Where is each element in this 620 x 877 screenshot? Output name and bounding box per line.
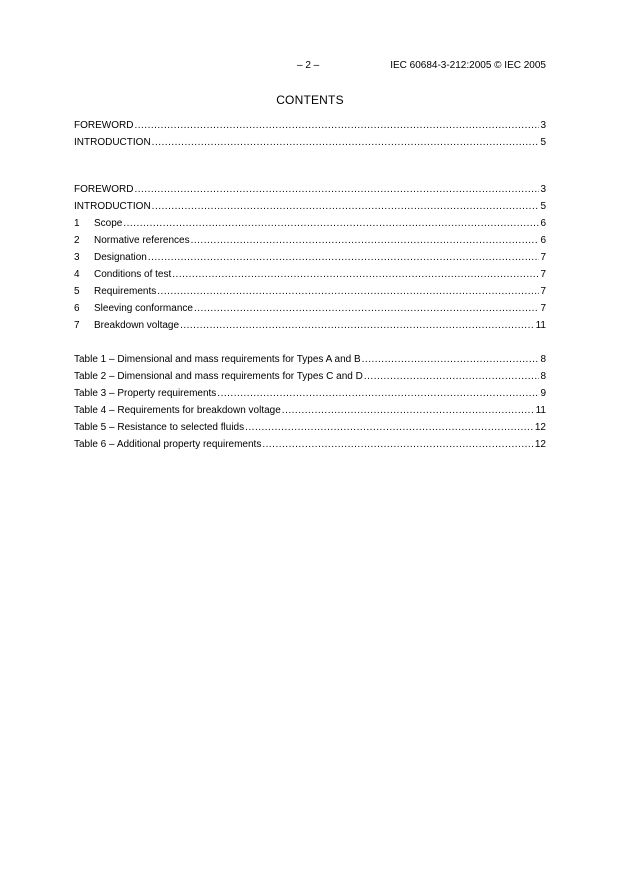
toc-leader-dots [123,215,539,232]
toc-entry-label: Table 2 – Dimensional and mass requirements for Types C and D [74,371,363,382]
toc-group-clauses [74,181,546,334]
toc-entry-number: 2 [74,235,80,246]
toc-entry[interactable] [74,117,546,134]
toc-entry-label: INTRODUCTION [74,137,151,148]
toc-entry-label: Table 1 – Dimensional and mass requirements for Types A and B [74,354,361,365]
toc-entry[interactable] [74,198,546,215]
toc-leader-dots [364,368,540,385]
toc-leader-dots [152,134,540,151]
toc-table-entry[interactable] [74,436,546,453]
toc-leader-dots [152,198,540,215]
toc-entry-number: 1 [74,218,80,229]
toc-entry-label: Table 6 – Additional property requirements [74,439,262,450]
toc-entry[interactable] [74,232,546,249]
toc-entry-label: INTRODUCTION [74,201,151,212]
toc-entry-label: Breakdown voltage [94,320,180,331]
toc-entry-page: 11 [535,405,546,416]
toc-leader-dots [134,181,539,198]
toc-leader-dots [157,283,539,300]
toc-entry[interactable] [74,215,546,232]
toc-table-entry[interactable] [74,351,546,368]
toc-table-entry[interactable] [74,402,546,419]
toc-entry-label: Table 4 – Requirements for breakdown voltage [74,405,281,416]
toc-leader-dots [217,385,539,402]
toc-entry-page: 6 [540,218,546,229]
toc-leader-dots [282,402,535,419]
toc-entry[interactable] [74,317,546,334]
toc-entry[interactable] [74,134,546,151]
toc-entry-page: 7 [540,286,546,297]
toc-entry[interactable] [74,181,546,198]
toc-entry-page: 6 [540,235,546,246]
toc-leader-dots [180,317,535,334]
toc-entry-label: FOREWORD [74,184,134,195]
toc-entry-page: 12 [534,422,546,433]
toc-leader-dots [194,300,539,317]
toc-entry-label: FOREWORD [74,120,134,131]
toc-entry[interactable] [74,283,546,300]
toc-entry-number: 6 [74,303,80,314]
toc-entry-page: 5 [540,201,546,212]
page-title: CONTENTS [276,93,344,107]
page-number: – 2 – [297,60,320,71]
toc-entry[interactable] [74,300,546,317]
toc-entry-page: 7 [540,303,546,314]
toc-entry-page: 8 [540,371,546,382]
toc-leader-dots [172,266,539,283]
toc-entry-page: 12 [534,439,546,450]
toc-entry-label: Conditions of test [94,269,172,280]
toc-entry-page: 7 [540,269,546,280]
toc-entry-page: 8 [540,354,546,365]
toc-entry-label: Table 5 – Resistance to selected fluids [74,422,245,433]
toc-entry-number: 3 [74,252,80,263]
toc-entry-page: 3 [540,184,546,195]
page-header [0,60,620,74]
toc-leader-dots [148,249,540,266]
toc-entry-label: Scope [94,218,123,229]
toc-entry-label: Normative references [94,235,190,246]
document-reference: IEC 60684-3-212:2005 © IEC 2005 [390,60,546,71]
toc-entry[interactable] [74,266,546,283]
toc-entry-label: Requirements [94,286,157,297]
toc-entry-page: 9 [540,388,546,399]
toc-table-entry[interactable] [74,385,546,402]
toc-entry-label: Designation [94,252,147,263]
toc-entry-page: 7 [540,252,546,263]
toc-leader-dots [134,117,539,134]
toc-entry-number: 4 [74,269,80,280]
toc-group-front-matter [74,117,546,151]
toc-entry[interactable] [74,249,546,266]
toc-leader-dots [362,351,540,368]
toc-table-entry[interactable] [74,419,546,436]
toc-table-entry[interactable] [74,368,546,385]
toc-leader-dots [245,419,534,436]
toc-entry-label: Sleeving conformance [94,303,193,314]
toc-entry-page: 11 [535,320,546,331]
toc-entry-label: Table 3 – Property requirements [74,388,217,399]
toc-entry-number: 7 [74,320,80,331]
toc-group-tables [74,351,546,453]
toc-entry-page: 3 [540,120,546,131]
toc-entry-page: 5 [540,137,546,148]
toc-entry-number: 5 [74,286,80,297]
toc-leader-dots [191,232,540,249]
toc-leader-dots [262,436,534,453]
